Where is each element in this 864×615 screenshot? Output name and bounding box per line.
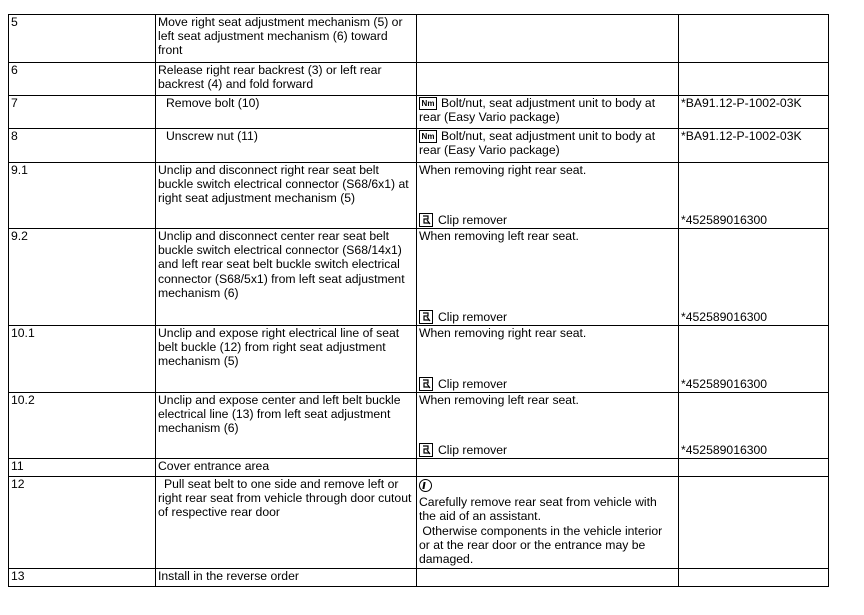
torque-icon: Nm [419,97,437,110]
clip-remover-icon [419,213,433,227]
reference-cell [679,459,829,477]
info-cell [417,326,679,393]
table-row [9,477,829,569]
work-step [156,96,417,129]
work-step: Install in the reverse order [156,569,417,587]
info-cell [417,163,679,229]
reference-cell [679,326,829,393]
work-step [156,477,417,569]
tool-name: Clip remover [438,309,508,324]
clip-remover-icon [419,377,433,391]
reference-number: *452589016300 [681,309,768,324]
reference-number: *452589016300 [681,376,768,391]
reference-cell [679,96,829,129]
table-row [9,15,829,63]
torque-cell [417,129,679,163]
step-number: 9.2 [9,229,156,326]
note-text: Carefully remove rear seat from vehicle with the aid of an assistant. [419,495,657,524]
reference-cell [679,129,829,163]
step-number: 11 [9,459,156,477]
table-row [9,129,829,163]
table-row [9,459,829,477]
work-step-text: Remove bolt (10) [166,96,260,110]
tool-name: Clip remover [438,212,508,227]
tool-line [419,377,507,391]
table-row [9,163,829,229]
condition-text: When removing right rear seat. [419,326,587,340]
reference-number: *BA91.12-P-1002-03K [681,96,802,110]
work-step: Unclip and expose right electrical line of seat belt buckle (12) from right seat adjustment mechanism (5) [156,326,417,393]
step-number: 8 [9,129,156,163]
work-step-text: Unscrew nut (11) [166,129,258,143]
note-cell [417,477,679,569]
tool-line [419,443,507,457]
reference-cell [679,163,829,229]
info-cell [417,229,679,326]
clip-remover-icon [419,443,433,457]
table-row [9,96,829,129]
reference-number: *452589016300 [681,212,768,227]
work-step: Move right seat adjustment mechanism (5) or left seat adjustment mechanism (6) toward front [156,15,417,63]
note-text [419,524,676,567]
reference-number: *452589016300 [681,442,768,457]
step-number: 12 [9,477,156,569]
work-step: Unclip and disconnect center rear seat belt buckle switch electrical connector (S68/14x1) and left rear seat belt buckle switch electrical connector (S68/5x1) from left seat adjustment mechanism (6) [156,229,417,326]
condition-text: When removing left rear seat. [419,393,579,407]
table-row [9,229,829,326]
reference-number: *BA91.12-P-1002-03K [681,129,802,143]
table-row [9,393,829,459]
reference-cell [679,477,829,569]
step-number: 6 [9,63,156,96]
step-number: 7 [9,96,156,129]
work-step: Cover entrance area [156,459,417,477]
tool-name: Clip remover [438,376,508,391]
procedure-table [8,14,829,587]
table-row [9,63,829,96]
step-number: 5 [9,15,156,63]
torque-icon: Nm [419,130,437,143]
torque-cell [417,96,679,129]
step-number: 10.2 [9,393,156,459]
torque-spec: Bolt/nut, seat adjustment unit to body at rear (Easy Vario package) [419,96,656,125]
clip-remover-icon [419,310,433,324]
work-step: Release right rear backrest (3) or left rear backrest (4) and fold forward [156,63,417,96]
note-icon [419,479,432,492]
reference-cell [679,569,829,587]
info-cell [417,15,679,63]
reference-cell [679,229,829,326]
note-warning: Otherwise components in the vehicle interior or at the rear door or the entrance may be damaged. [419,523,663,567]
step-number: 10.1 [9,326,156,393]
torque-spec: Bolt/nut, seat adjustment unit to body at rear (Easy Vario package) [419,129,656,158]
work-step: Unclip and disconnect right rear seat belt buckle switch electrical connector (S68/6x1) at right seat adjustment mechanism (5) [156,163,417,229]
tool-line [419,213,507,227]
work-step-text: Pull seat belt to one side and remove left or right rear seat from vehicle through door cutout of respective rear door [158,477,412,520]
step-number: 9.1 [9,163,156,229]
info-cell [417,569,679,587]
table-row [9,326,829,393]
tool-line [419,310,507,324]
tool-name: Clip remover [438,442,508,457]
condition-text: When removing left rear seat. [419,229,579,243]
work-step: Unclip and expose center and left belt buckle electrical line (13) from left seat adjustment mechanism (6) [156,393,417,459]
reference-cell [679,63,829,96]
step-number: 13 [9,569,156,587]
reference-cell [679,393,829,459]
info-cell [417,393,679,459]
table-row [9,569,829,587]
reference-cell [679,15,829,63]
info-cell [417,63,679,96]
info-cell [417,459,679,477]
condition-text: When removing right rear seat. [419,163,587,177]
work-step [156,129,417,163]
